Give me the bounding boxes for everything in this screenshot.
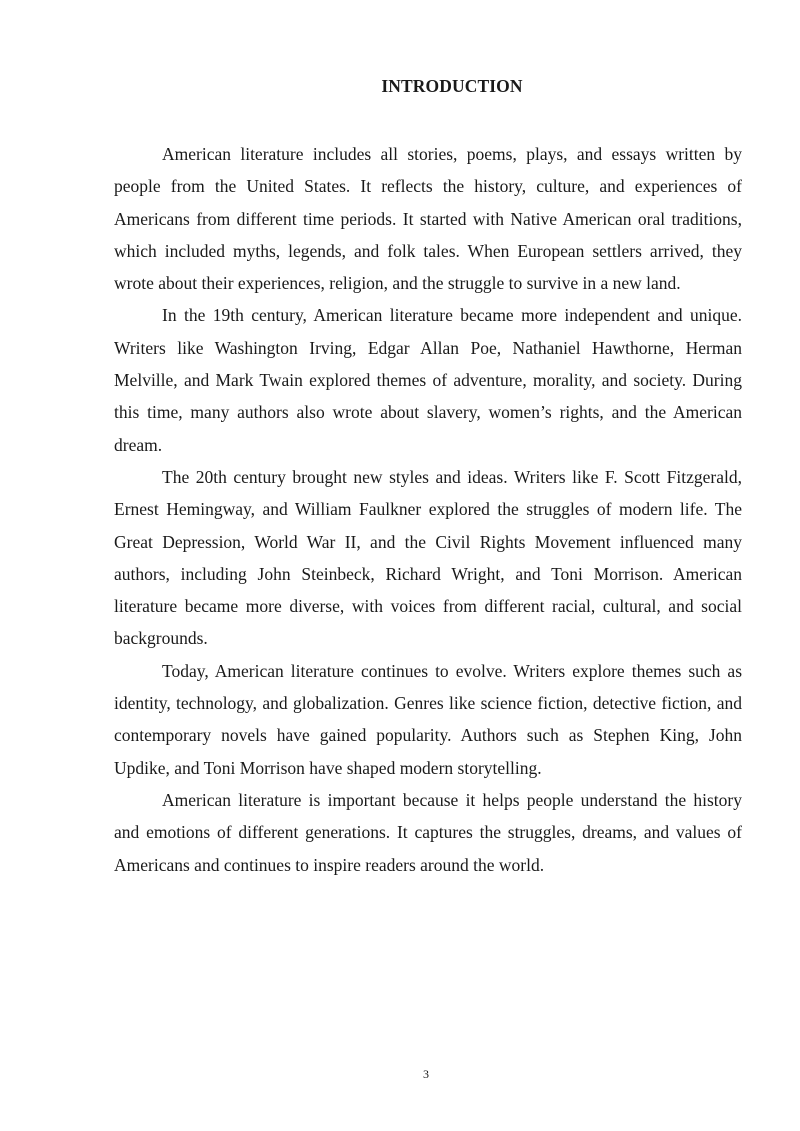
paragraph-2: In the 19th century, American literature became more independent and unique. Writers like Washington Irving, Edgar Allan Poe, Nathaniel Hawthorne, Herman Melville, and Mark Twain explored themes of adventure, morality, and society. During this time, many authors also wrote about slavery, women’s rights, and the American dream. (114, 305, 742, 455)
paragraph-5: American literature is important because it helps people understand the history and emotions of different generations. It captures the struggles, dreams, and values of Americans and continues to inspire readers around the world. (114, 789, 742, 875)
paragraph-1: American literature includes all stories, poems, plays, and essays written by people from the United States. It reflects the history, culture, and experiences of Americans from different time periods. It started with Native American oral traditions, which included myths, legends, and folk tales. When European settlers arrived, they wrote about their experiences, religion, and the struggle to survive in a new land. (114, 144, 742, 294)
body-text (114, 138, 742, 881)
page-title: INTRODUCTION (381, 76, 523, 96)
paragraph-3: The 20th century brought new styles and ideas. Writers like F. Scott Fitzgerald, Ernest Hemingway, and William Faulkner explored the struggles of modern life. The Great Depression, World War II, and the Civil Rights Movement influenced many authors, including John Steinbeck, Richard Wright, and Toni Morrison. American literature became more diverse, with voices from different racial, cultural, and social backgrounds. (114, 466, 742, 649)
page-number: 3 (423, 1067, 429, 1081)
paragraph-4: Today, American literature continues to evolve. Writers explore themes such as identity, technology, and globalization. Genres like science fiction, detective fiction, and contemporary novels have gained popularity. Authors such as Stephen King, John Updike, and Toni Morrison have shaped modern storytelling. (114, 660, 742, 778)
